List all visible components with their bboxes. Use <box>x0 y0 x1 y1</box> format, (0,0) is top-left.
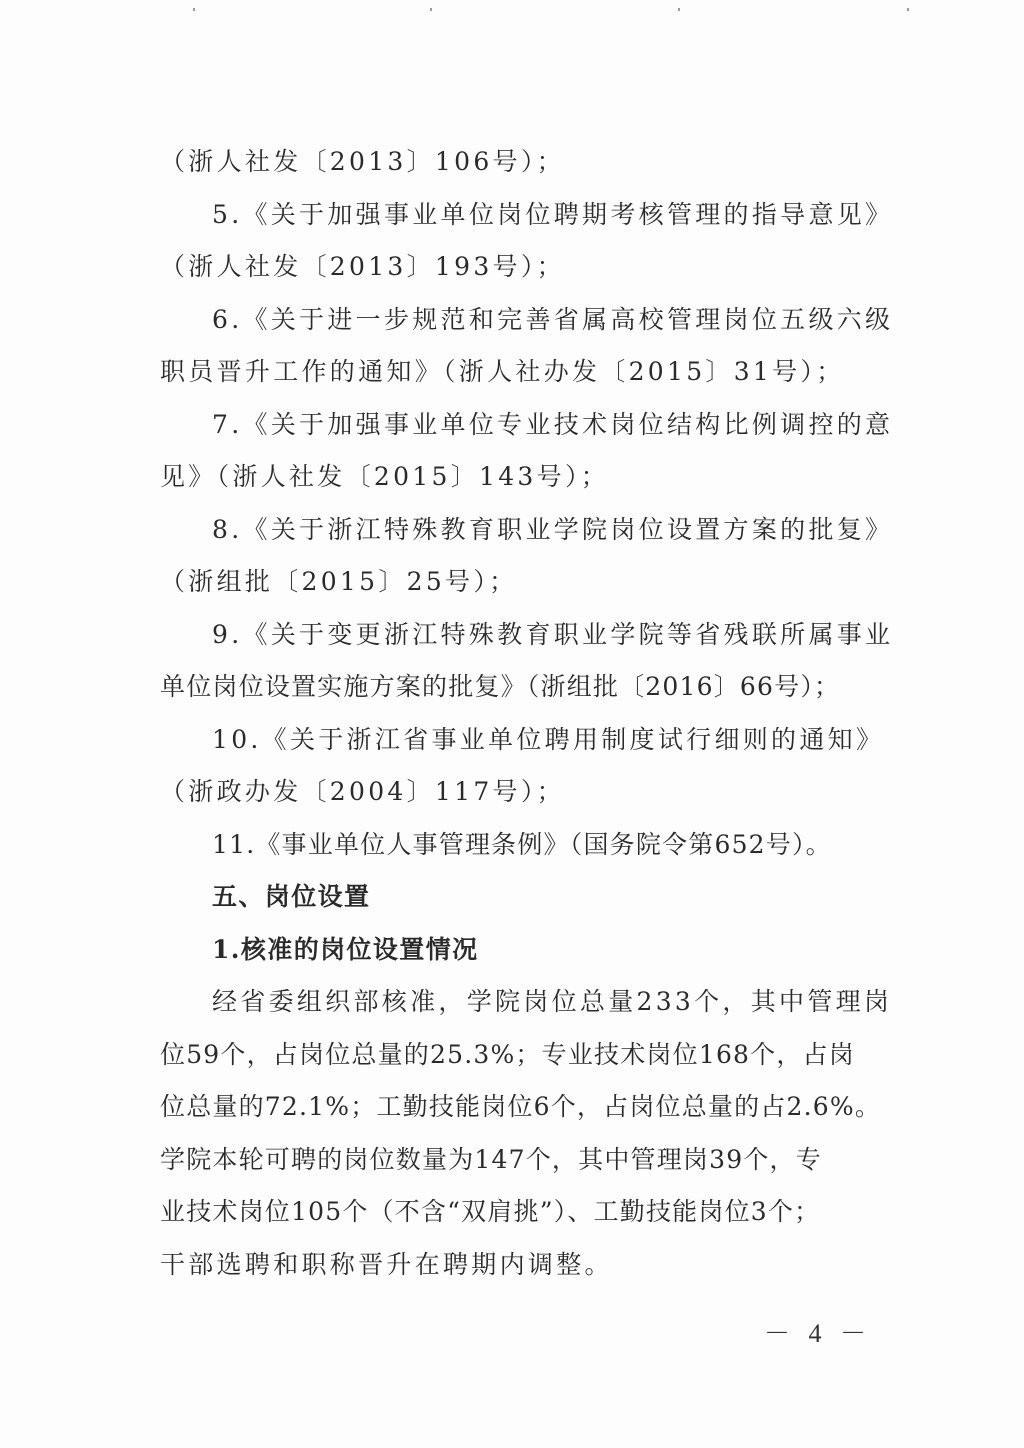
page-number: － 4 － <box>763 1319 872 1348</box>
section-heading: 五、岗位设置 <box>212 882 371 911</box>
text-line-continuation: 见》（浙人社发〔2015〕143号）； <box>160 462 610 491</box>
subsection-heading: 1.核准的岗位设置情况 <box>212 934 479 964</box>
body-text <box>160 136 894 1291</box>
paragraph-line: 业技术岗位105个（不含“双肩挑”）、工勤技能岗位3个； <box>160 1197 821 1226</box>
scan-speck <box>430 8 432 11</box>
paragraph-line: 干部选聘和职称晋升在聘期内调整。 <box>160 1249 613 1279</box>
text-line-citation: （浙政办发〔2004〕117号）； <box>160 777 565 806</box>
list-item-11: 11.《事业单位人事管理条例》（国务院令第652号）。 <box>212 829 832 859</box>
scan-speck <box>907 8 909 11</box>
text-line-citation: （浙组批〔2015〕25号）； <box>160 567 518 596</box>
text-line-continuation: 职员晋升工作的通知》（浙人社办发〔2015〕31号）； <box>160 357 845 386</box>
paragraph-line: 经省委组织部核准，学院岗位总量233个，其中管理岗 <box>212 987 893 1016</box>
paragraph-line: 学院本轮可聘的岗位数量为147个，其中管理岗39个，专 <box>160 1144 822 1174</box>
paragraph-line: 位总量的72.1%；工勤技能岗位6个，占岗位总量的占2.6%。 <box>160 1092 882 1121</box>
list-item-10: 10.《关于浙江省事业单位聘用制度试行细则的通知》 <box>212 724 885 754</box>
list-item-9: 9.《关于变更浙江特殊教育职业学院等省残联所属事业 <box>212 619 894 649</box>
text-line-citation: （浙人社发〔2013〕193号）； <box>160 252 565 281</box>
list-item-6: 6.《关于进一步规范和完善省属高校管理岗位五级六级 <box>212 304 894 334</box>
text-line-citation: （浙人社发〔2013〕106号）； <box>160 147 565 176</box>
text-line-continuation: 单位岗位设置实施方案的批复》（浙组批〔2016〕66号）； <box>160 672 841 701</box>
scan-speck <box>193 8 195 11</box>
list-item-8: 8.《关于浙江特殊教育职业学院岗位设置方案的批复》 <box>212 514 894 544</box>
scan-specks <box>0 8 1024 16</box>
list-item-7: 7.《关于加强事业单位专业技术岗位结构比例调控的意 <box>212 409 894 439</box>
paragraph-line: 位59个，占岗位总量的25.3%；专业技术岗位168个，占岗 <box>160 1039 855 1069</box>
scan-speck <box>678 8 680 11</box>
list-item-5: 5.《关于加强事业单位岗位聘期考核管理的指导意见》 <box>212 199 894 229</box>
